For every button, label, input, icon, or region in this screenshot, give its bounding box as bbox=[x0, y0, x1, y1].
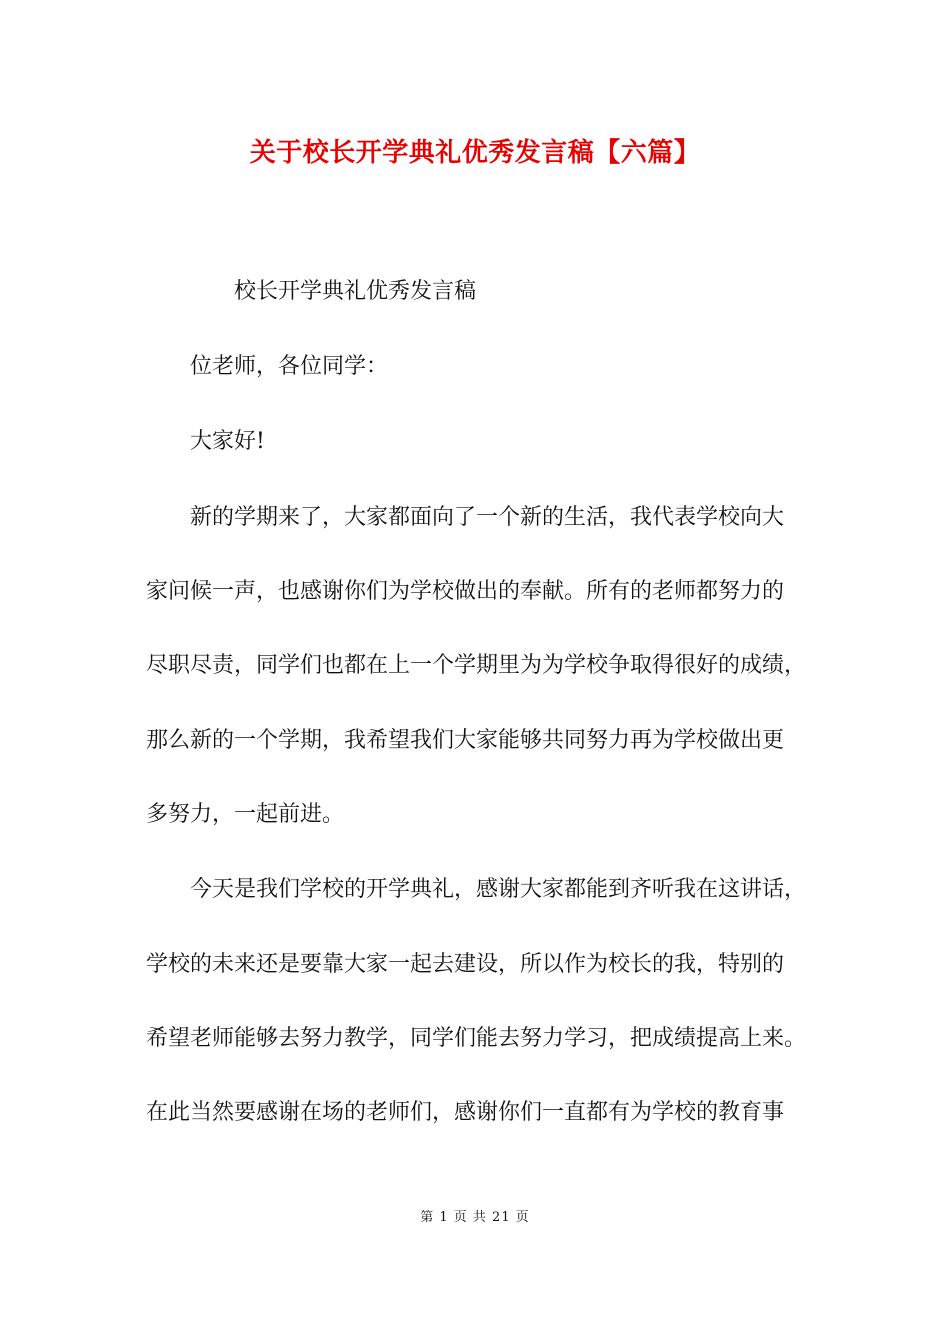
paragraph-line: 在此当然要感谢在场的老师们，感谢你们一直都有为学校的教育事 bbox=[146, 1100, 785, 1125]
salutation-line: 位老师，各位同学： bbox=[190, 354, 389, 379]
paragraph-line: 家问候一声，也感谢你们为学校做出的奉献。所有的老师都努力的 bbox=[146, 579, 785, 604]
paragraph-line: 尽职尽责，同学们也都在上一个学期里为为学校争取得很好的成绩， bbox=[146, 653, 807, 678]
greeting-line: 大家好! bbox=[190, 429, 265, 454]
paragraph-line: 多努力，一起前进。 bbox=[146, 802, 345, 827]
paragraph-line: 学校的未来还是要靠大家一起去建设，所以作为校长的我，特别的 bbox=[146, 952, 785, 977]
paragraph-line: 那么新的一个学期，我希望我们大家能够共同努力再为学校做出更 bbox=[146, 728, 785, 753]
document-title: 关于校长开学典礼优秀发言稿【六篇】 bbox=[249, 138, 701, 168]
subtitle-line: 校长开学典礼优秀发言稿 bbox=[234, 279, 477, 304]
page-footer: 第 1 页 共 21 页 bbox=[420, 1210, 530, 1225]
paragraph-line: 今天是我们学校的开学典礼，感谢大家都能到齐听我在这讲话， bbox=[190, 877, 807, 902]
paragraph-line: 新的学期来了，大家都面向了一个新的生活，我代表学校向大 bbox=[190, 505, 785, 530]
paragraph-line: 希望老师能够去努力教学，同学们能去努力学习，把成绩提高上来。 bbox=[146, 1026, 807, 1051]
